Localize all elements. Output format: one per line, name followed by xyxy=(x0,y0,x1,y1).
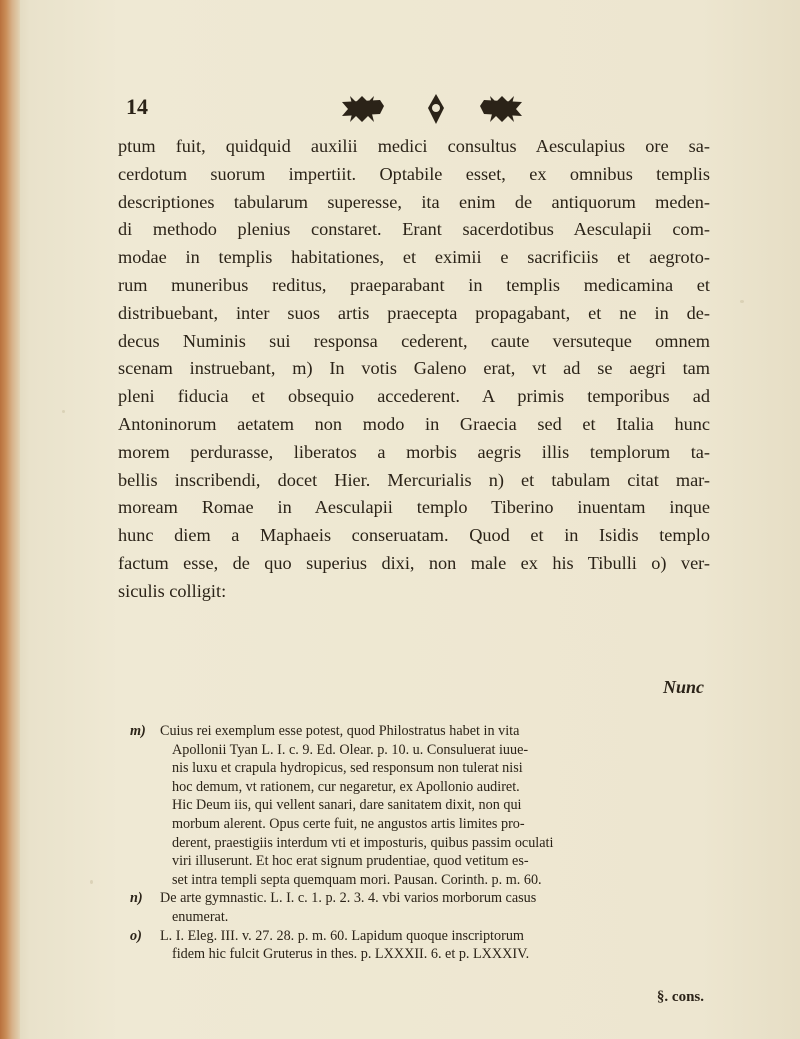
text-line: rum muneribus reditus, praeparabant in templis medicamina et xyxy=(118,274,710,295)
text-line: hunc diem a Maphaeis conseruatam. Quod et in Isidis templo xyxy=(118,525,710,546)
paper-speck xyxy=(62,410,65,413)
footnote-line: enumerat. xyxy=(172,908,229,925)
footnote xyxy=(130,889,710,926)
footnote-marker: o) xyxy=(130,927,142,944)
footnote-line: De arte gymnastic. L. I. c. 1. p. 2. 3. 4. vbi varios morborum casus xyxy=(160,890,537,907)
footnotes-block xyxy=(130,722,710,964)
text-line: morem perdurasse, liberatos a morbis aegris illis templorum ta- xyxy=(118,441,710,462)
footnote-line: L. I. Eleg. III. v. 27. 28. p. m. 60. Lapidum quoque inscriptorum xyxy=(160,927,524,944)
footnote-line: set intra templi septa quemquam mori. Pausan. Corinth. p. m. 60. xyxy=(172,871,542,888)
signature-mark: §. cons. xyxy=(656,989,704,1005)
text-line: ptum fuit, quidquid auxilii medici consultus Aesculapius ore sa- xyxy=(118,136,710,156)
paper-speck xyxy=(740,300,744,303)
footnote-line: morbum alerent. Opus certe fuit, ne angustos artis limites pro- xyxy=(172,815,525,832)
text-line: moream Romae in Aesculapii templo Tiberino inuentam inque xyxy=(118,497,710,518)
printer-ornament-icon xyxy=(336,92,536,126)
footnote xyxy=(130,927,710,964)
paper-speck xyxy=(90,880,93,884)
text-line: siculis colligit: xyxy=(118,580,227,601)
footnote-line: hoc demum, vt rationem, cur negaretur, ex Apollonio audiret. xyxy=(172,778,520,795)
footnote xyxy=(130,722,710,889)
page-number: 14 xyxy=(126,94,148,119)
footnote-line: derent, praestigiis interdum vti et imposturis, quibus passim oculati xyxy=(172,834,554,851)
footnote-marker: n) xyxy=(130,890,143,907)
page-edge xyxy=(0,0,20,1039)
footnote-line: viri illuserunt. Et hoc erat signum prudentiae, quod vetitum es- xyxy=(172,853,529,870)
text-line: pleni fiducia et obsequio accederent. A primis temporibus ad xyxy=(118,386,710,407)
running-header xyxy=(118,92,708,126)
main-text-block xyxy=(118,133,710,606)
footnote-line: Cuius rei exemplum esse potest, quod Philostratus habet in vita xyxy=(160,723,520,739)
footnote-line: Hic Deum iis, qui vellent sanari, dare sanitatem dixit, non qui xyxy=(172,797,522,814)
text-line: bellis inscribendi, docet Hier. Mercurialis n) et tabulam citat mar- xyxy=(118,469,710,490)
footnote-line: nis luxu et crapula hydropicus, sed responsum non tulerat nisi xyxy=(172,760,523,777)
text-line: modae in templis habitationes, et eximii e sacrificiis et aegroto- xyxy=(118,247,710,268)
text-line: cerdotum suorum impertiit. Optabile esset, ex omnibus templis xyxy=(118,163,710,184)
text-line: di methodo plenius constaret. Erant sacerdotibus Aesculapii com- xyxy=(118,219,710,240)
footnote-line: fidem hic fulcit Gruterus in thes. p. LXXXII. 6. et p. LXXXIV. xyxy=(172,946,530,963)
footnote-marker: m) xyxy=(130,723,146,739)
text-line: descriptiones tabularum superesse, ita enim de antiquorum meden- xyxy=(118,191,710,212)
footnote-line: Apollonii Tyan L. I. c. 9. Ed. Olear. p. 10. u. Consuluerat iuue- xyxy=(172,741,529,758)
text-line: scenam instruebant, m) In votis Galeno erat, vt ad se aegri tam xyxy=(118,358,710,379)
catchword: Nunc xyxy=(662,677,704,697)
text-line: factum esse, de quo superius dixi, non male ex his Tibulli o) ver- xyxy=(118,552,710,573)
text-line: decus Numinis sui responsa cederent, caute versuteque omnem xyxy=(118,330,710,351)
text-line: distribuebant, inter suos artis praecepta propagabant, et ne in de- xyxy=(118,302,710,323)
text-line: Antoninorum aetatem non modo in Graecia sed et Italia hunc xyxy=(118,413,710,434)
